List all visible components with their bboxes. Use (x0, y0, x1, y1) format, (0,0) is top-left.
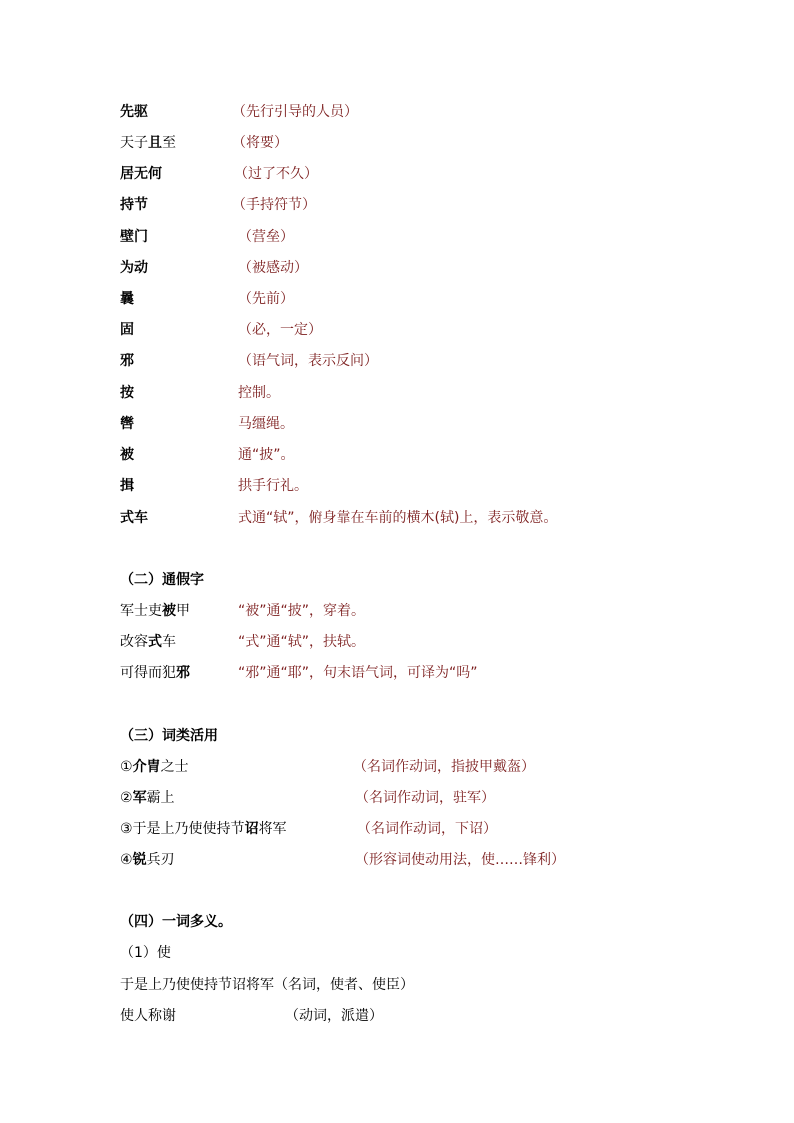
gloss: （将要） (232, 135, 288, 151)
gloss: （先前） (238, 291, 294, 307)
gloss: （名词作动词，驻军） (355, 790, 495, 806)
gloss: （过了不久） (234, 166, 318, 182)
gloss: 拱手行礼。 (238, 478, 308, 494)
vocab-row: 天子且至 （将要） (120, 132, 176, 154)
tongjia-row: 可得而犯邪 “邪”通“耶”，句末语气词，可译为“吗” (120, 662, 190, 684)
gloss: （先行引导的人员） (232, 104, 358, 120)
cilei-row: ②军霸上 （名词作动词，驻军） (120, 787, 175, 809)
vocab-row: 被 通“披”。 (120, 444, 134, 466)
vocab-row: 揖 拱手行礼。 (120, 475, 134, 497)
vocab-row: 曩 （先前） (120, 288, 134, 310)
tongjia-row: 改容式车 “式”通“轼”，扶轼。 (120, 631, 176, 653)
gloss: （名词作动词，指披甲戴盔） (353, 759, 535, 775)
gloss: （语气词，表示反问） (238, 353, 378, 369)
gloss: 马缰绳。 (238, 416, 294, 432)
gloss: （名词作动词，下诏） (357, 821, 497, 837)
vocab-row: 辔 马缰绳。 (120, 413, 134, 435)
gloss: “被”通“披”，穿着。 (238, 603, 366, 619)
gloss: 式通“轼”，俯身靠在车前的横木(轼)上，表示敬意。 (238, 510, 558, 526)
cilei-row: ③于是上乃使使持节诏将军 （名词作动词，下诏） (120, 818, 287, 840)
gloss: 控制。 (238, 385, 280, 401)
duoyi-line: 于是上乃使使持节诏将军（名词，使者、使臣） (120, 977, 414, 993)
gloss: （形容词使动用法，使……锋利） (355, 852, 565, 868)
gloss: （必，一定） (238, 322, 322, 338)
section-heading: （三）词类活用 (120, 728, 218, 744)
tongjia-row: 军士吏被甲 “被”通“披”，穿着。 (120, 600, 190, 622)
gloss: （动词，派遣） (285, 1008, 383, 1024)
duoyi-sub: （1）使 (120, 945, 171, 961)
gloss: “邪”通“耶”，句末语气词，可译为“吗” (238, 665, 478, 681)
vocab-row: 邪 （语气词，表示反问） (120, 350, 134, 372)
gloss: （营垒） (238, 229, 294, 245)
vocab-row: 先驱 （先行引导的人员） (120, 101, 148, 123)
vocab-row: 式车 式通“轼”，俯身靠在车前的横木(轼)上，表示敬意。 (120, 507, 148, 529)
vocab-row: 按 控制。 (120, 382, 134, 404)
gloss: （手持符节） (232, 197, 316, 213)
vocab-row: 持节 （手持符节） (120, 194, 148, 216)
section-heading: （二）通假字 (120, 572, 204, 588)
vocab-row: 壁门 （营垒） (120, 226, 148, 248)
vocab-row: 居无何 （过了不久） (120, 163, 162, 185)
vocab-row: 为动 （被感动） (120, 257, 148, 279)
duoyi-line: 使人称谢 （动词，派遣） (120, 1005, 176, 1027)
vocab-row: 固 （必，一定） (120, 319, 134, 341)
gloss: （被感动） (238, 260, 308, 276)
section-heading: （四）一词多义。 (120, 914, 232, 930)
gloss: 通“披”。 (238, 447, 295, 463)
cilei-row: ④锐兵刃 （形容词使动用法，使……锋利） (120, 849, 175, 871)
gloss: “式”通“轼”，扶轼。 (238, 634, 366, 650)
cilei-row: ①介胄之士 （名词作动词，指披甲戴盔） (120, 756, 189, 778)
